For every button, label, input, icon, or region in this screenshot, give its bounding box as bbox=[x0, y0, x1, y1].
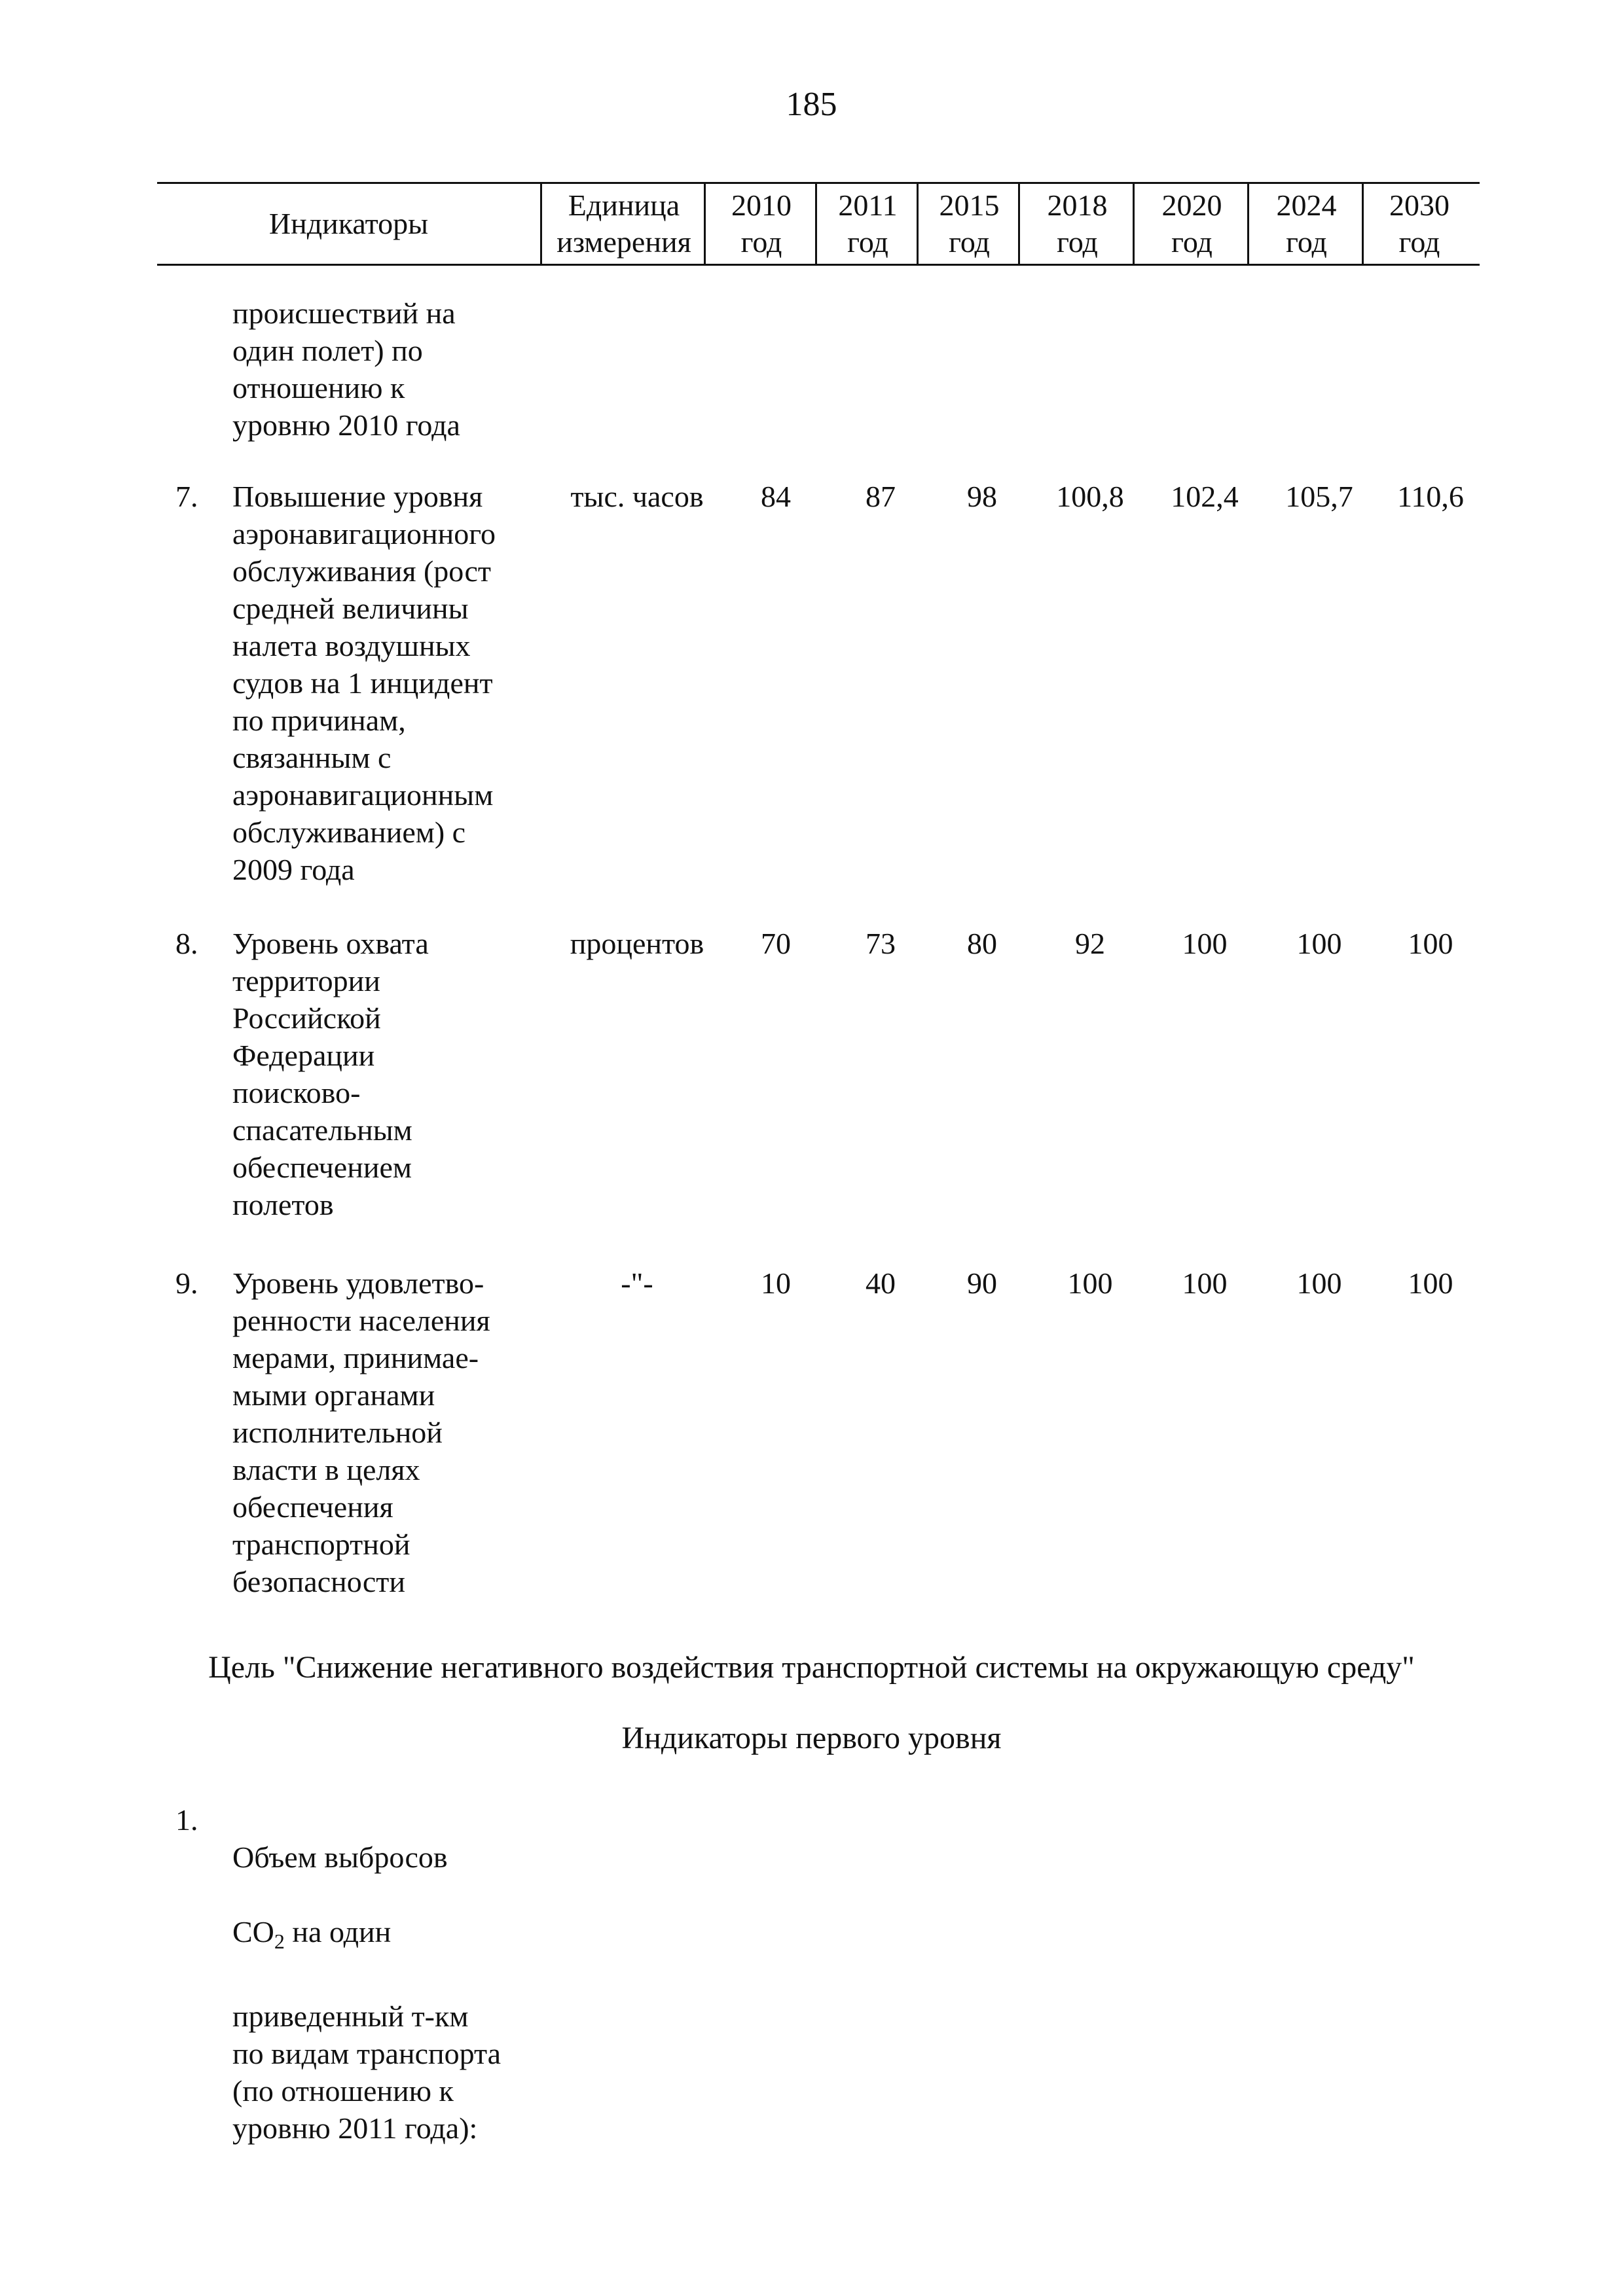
row-indicator: Уровень охвата территории Российской Федерации поисково- спасательным обеспечением полетов bbox=[232, 927, 429, 1221]
header-year: 2024 bbox=[1276, 188, 1337, 222]
row-unit: -"- bbox=[621, 1266, 653, 1300]
row-number: 8. bbox=[175, 927, 198, 960]
header-year-suffix: год bbox=[1286, 225, 1327, 259]
header-unit bbox=[540, 184, 706, 264]
row-value-2010: 10 bbox=[761, 1266, 791, 1300]
goal-heading: Цель "Снижение негативного воздействия транспортной системы на окружающую среду" bbox=[208, 1650, 1415, 1685]
row-unit: тыс. часов bbox=[570, 480, 704, 513]
row-value-2011: 73 bbox=[866, 927, 896, 960]
table-header bbox=[157, 182, 1480, 266]
row-value-2015: 80 bbox=[967, 927, 997, 960]
header-year-suffix: год bbox=[740, 225, 782, 259]
item-rest: приведенный т-км по видам транспорта (по отношению к уровню 2011 года): bbox=[232, 2000, 501, 2145]
header-year-2020 bbox=[1133, 184, 1249, 264]
row-indicator: Уровень удовлетво- ренности населения мерами, принимае- мыми органами исполнительной власти в целях обеспечения транспортной безопасности bbox=[232, 1266, 490, 1598]
co2-subscript: 2 bbox=[274, 1929, 285, 1954]
header-year-suffix: год bbox=[949, 225, 990, 259]
row-indicator: Повышение уровня аэронавигационного обслуживания (рост средней величины налета воздушных судов на 1 инцидент по причинам, связанным с аэронавигационным обслуживанием) с 2009 года bbox=[232, 480, 496, 886]
header-year-suffix: год bbox=[847, 225, 888, 259]
header-unit-line2: измерения bbox=[556, 225, 691, 259]
row-value-2020: 100 bbox=[1182, 1266, 1228, 1300]
page-number: 185 bbox=[786, 86, 837, 123]
header-year-2030 bbox=[1362, 184, 1475, 264]
item-text bbox=[232, 1801, 599, 2184]
row-value-2030: 100 bbox=[1408, 1266, 1453, 1300]
header-year-2010 bbox=[704, 184, 817, 264]
item-line2 bbox=[232, 1913, 599, 1960]
item-line1: Объем выбросов bbox=[232, 1840, 448, 1874]
co2-suffix: на один bbox=[284, 1915, 392, 1948]
row-value-2024: 100 bbox=[1296, 927, 1342, 960]
header-year-suffix: год bbox=[1057, 225, 1098, 259]
row-unit: процентов bbox=[570, 927, 704, 960]
header-year: 2020 bbox=[1161, 188, 1222, 222]
row-value-2030: 100 bbox=[1408, 927, 1453, 960]
header-year-2024 bbox=[1247, 184, 1364, 264]
row-value-2030: 110,6 bbox=[1397, 480, 1464, 513]
header-year: 2010 bbox=[731, 188, 792, 222]
row-value-2020: 102,4 bbox=[1171, 480, 1239, 513]
header-year: 2011 bbox=[838, 188, 898, 222]
row-value-2015: 98 bbox=[967, 480, 997, 513]
row-value-2020: 100 bbox=[1182, 927, 1228, 960]
header-unit-line1: Единица bbox=[568, 188, 680, 222]
header-year: 2015 bbox=[939, 188, 1000, 222]
header-year-suffix: год bbox=[1398, 225, 1440, 259]
row-value-2018: 100,8 bbox=[1056, 480, 1124, 513]
header-year-2018 bbox=[1018, 184, 1135, 264]
header-year-2015 bbox=[917, 184, 1020, 264]
header-indicators: Индикаторы bbox=[268, 207, 429, 240]
row-value-2024: 100 bbox=[1296, 1266, 1342, 1300]
row-value-2018: 92 bbox=[1075, 927, 1105, 960]
header-year: 2018 bbox=[1047, 188, 1108, 222]
section-subheading: Индикаторы первого уровня bbox=[621, 1721, 1002, 1755]
row-value-2024: 105,7 bbox=[1285, 480, 1353, 513]
header-year-2011 bbox=[815, 184, 919, 264]
row-value-2011: 40 bbox=[866, 1266, 896, 1300]
co2-prefix: CO bbox=[232, 1915, 274, 1948]
header-year-suffix: год bbox=[1171, 225, 1213, 259]
row-value-2018: 100 bbox=[1067, 1266, 1113, 1300]
row-number: 7. bbox=[175, 480, 198, 513]
item-number: 1. bbox=[175, 1803, 198, 1837]
row-number: 9. bbox=[175, 1266, 198, 1300]
row-value-2011: 87 bbox=[866, 480, 896, 513]
row-value-2010: 84 bbox=[761, 480, 791, 513]
continuation-text: происшествий на один полет) по отношению к уровню 2010 года bbox=[232, 296, 460, 442]
header-year: 2030 bbox=[1389, 188, 1450, 222]
row-value-2010: 70 bbox=[761, 927, 791, 960]
row-value-2015: 90 bbox=[967, 1266, 997, 1300]
